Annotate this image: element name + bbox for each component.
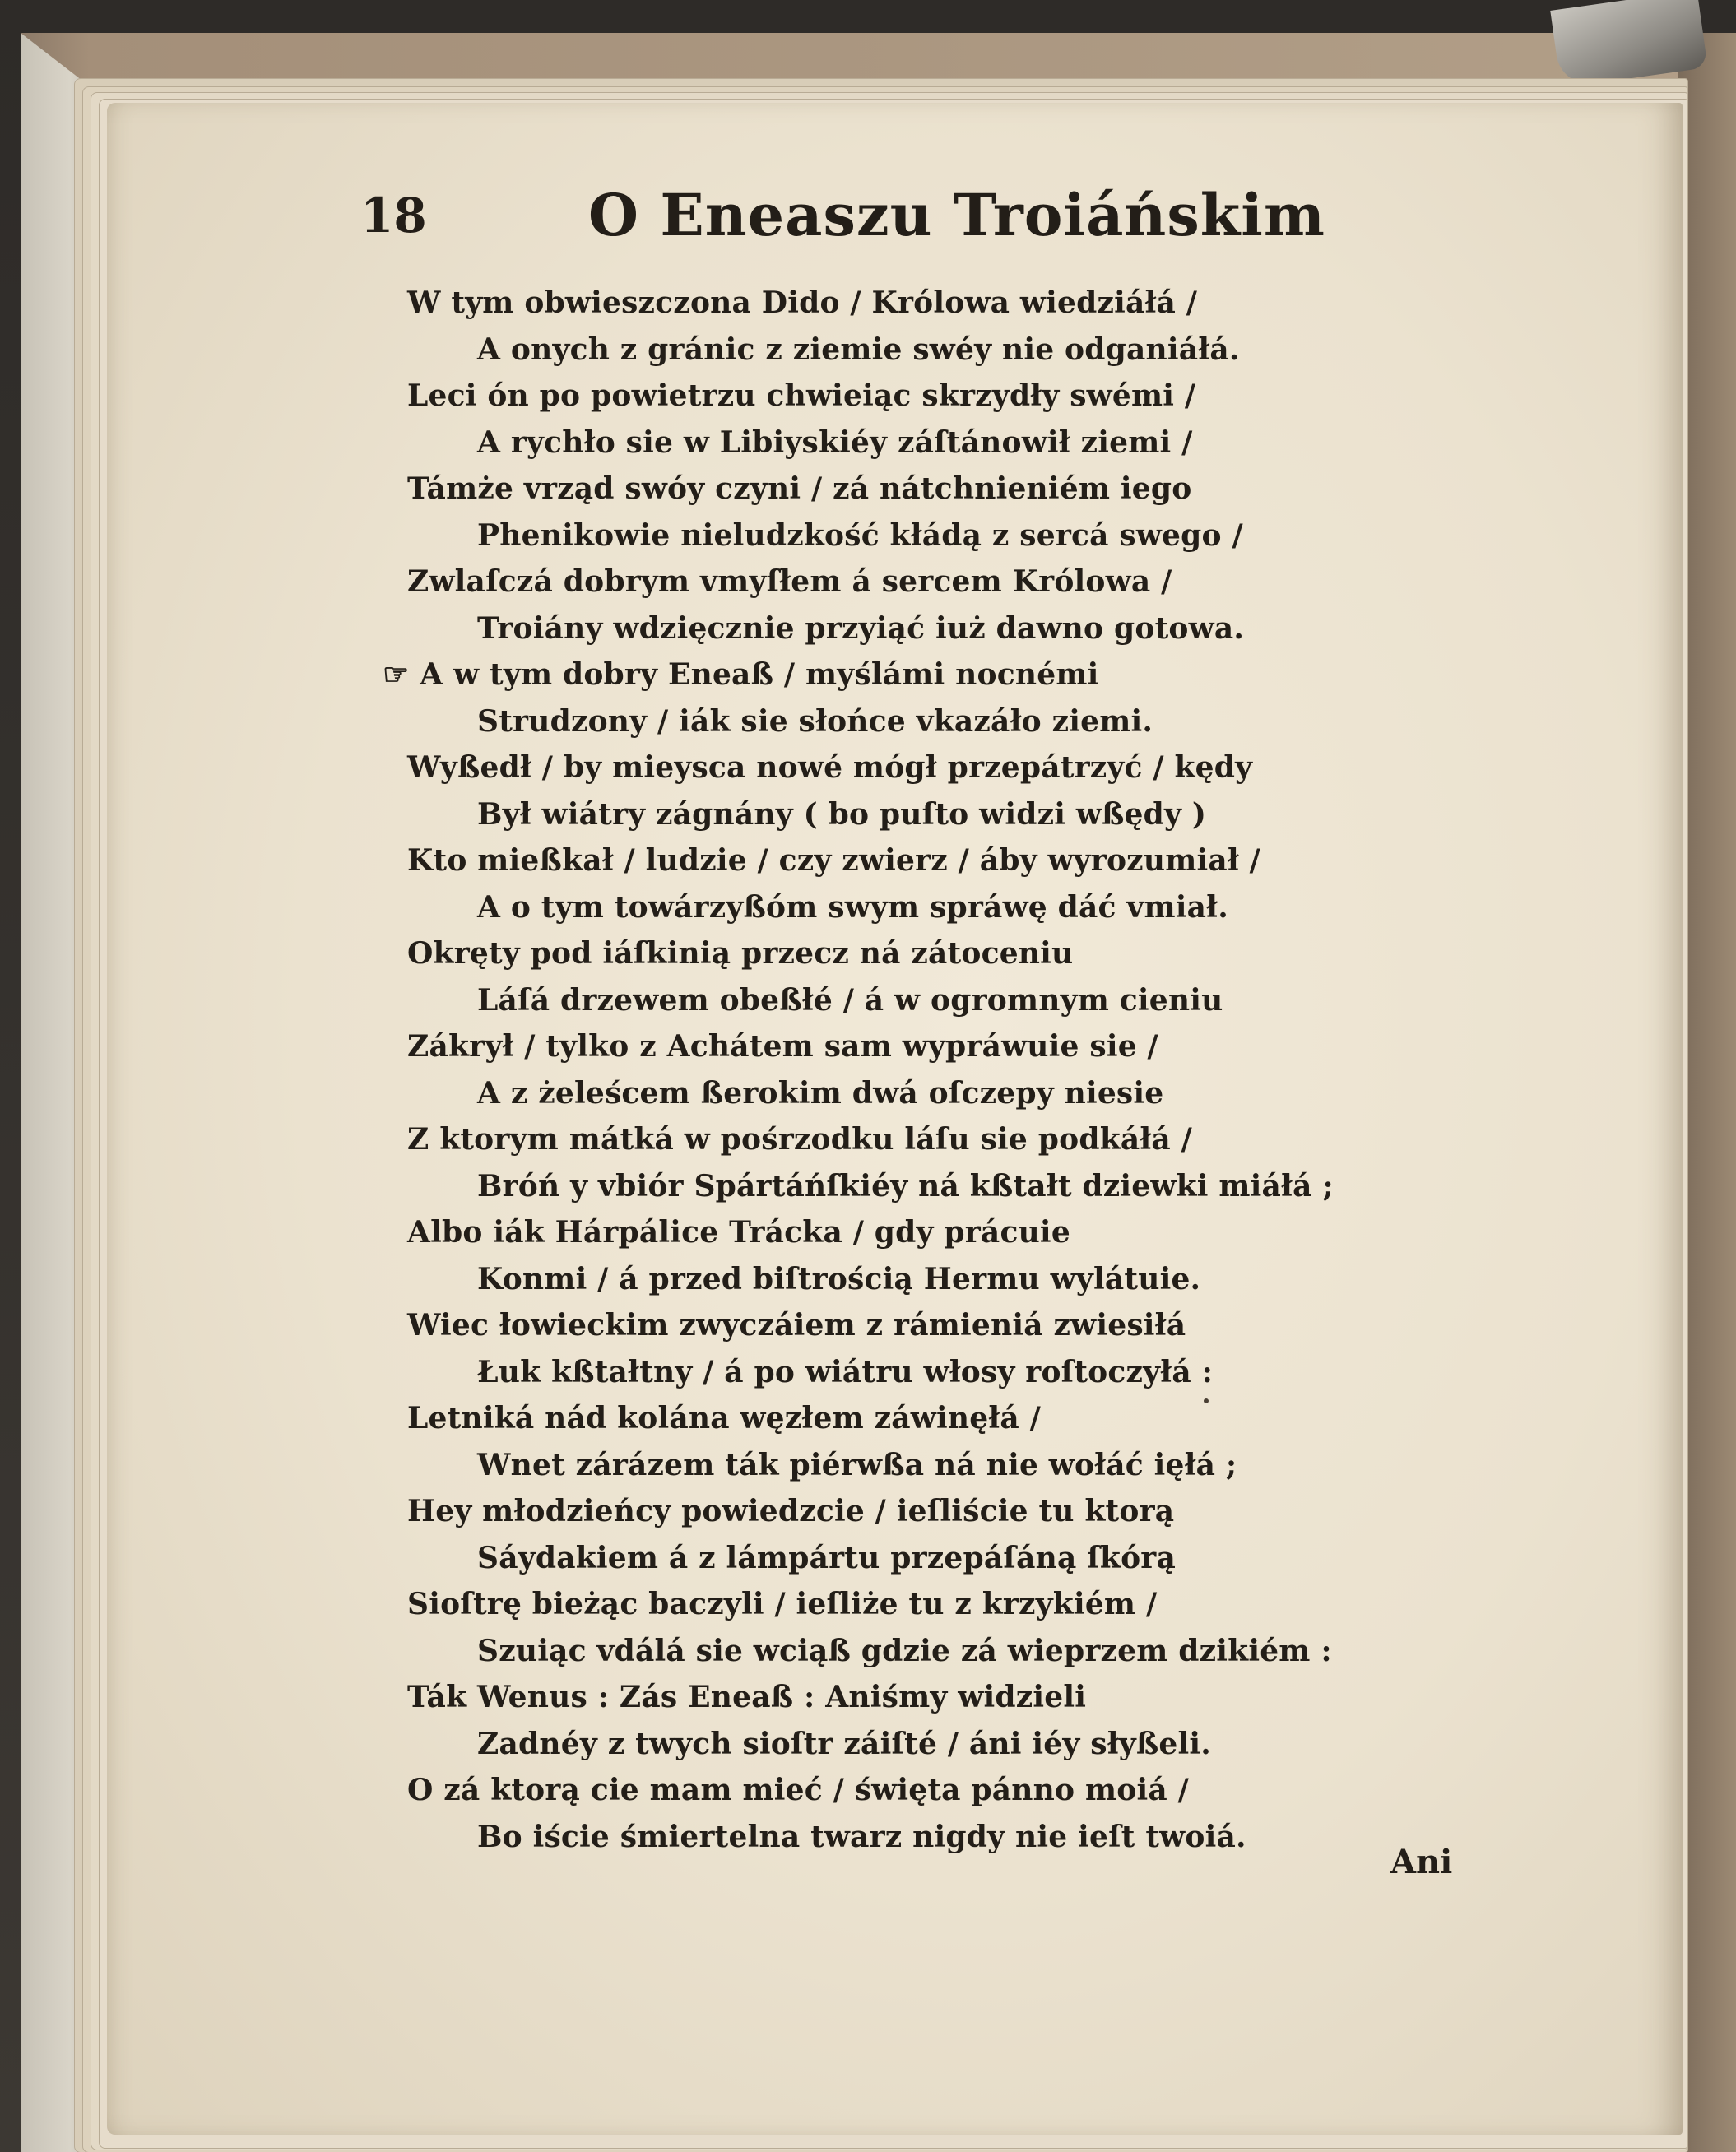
- verse-line: A rychło sie w Libiyskiéy záſtánowił ziemi /: [477, 424, 1193, 460]
- verse-line: Sioſtrę bieżąc baczyli / ieſliże tu z krzykiém /: [407, 1587, 1158, 1621]
- verse-line: A onych z gránic z ziemie swéy nie odganiáłá.: [477, 332, 1240, 367]
- verse-line: Był wiátry zágnány ( bo puſto widzi wßędy ): [477, 796, 1207, 832]
- verse-line: Kto mießkał / ludzie / czy zwierz / áby wyrozumiał /: [407, 843, 1261, 878]
- verse-line: Łuk kßtałtny / á po wiátru włosy roſtoczyłá :: [477, 1354, 1214, 1389]
- verse-line: Leci ón po powietrzu chwieiąc skrzydły swémi /: [407, 378, 1196, 413]
- verse-line: Támże vrząd swóy czyni / zá nátchnieniém iego: [407, 471, 1192, 506]
- verse-line: Okręty pod iáſkinią przecz ná zátoceniu: [407, 936, 1074, 971]
- verse-line: Bo iście śmiertelna twarz nigdy nie ieſt twoiá.: [477, 1819, 1246, 1854]
- verse-line: O zá ktorą cie mam mieć / święta pánno moiá /: [407, 1773, 1189, 1807]
- verse-line: Z ktorym mátká w pośrzodku láſu sie podkáłá /: [407, 1122, 1193, 1157]
- verse-line: Zwlaſczá dobrym vmyſłem á sercem Królowa /: [407, 564, 1172, 599]
- verse-line: ☞ A w tym dobry Eneaß / myślámi nocnémi: [383, 657, 1099, 692]
- verse-line: Strudzony / iák sie słońce vkazáło ziemi.: [477, 703, 1153, 739]
- verse-line: Ták Wenus : Zás Eneaß : Aniśmy widzieli: [407, 1680, 1087, 1714]
- verse-block: [383, 280, 1427, 1860]
- verse-line: Wnet zárázem ták piérwßa ná nie wołáć ięłá ;: [477, 1447, 1237, 1482]
- catchword: Ani: [1390, 1843, 1453, 1881]
- verse-line: W tym obwieszczona Dido / Królowa wiedziáłá /: [407, 285, 1198, 320]
- verse-line: A z żeleścem ßerokim dwá oſczepy niesie: [477, 1075, 1164, 1111]
- verse-line: Hey młodzieńcy powiedzcie / ieſliście tu ktorą: [407, 1494, 1175, 1528]
- running-title: O Eneaszu Troiáńskim: [588, 181, 1325, 249]
- verse-line: Troiány wdzięcznie przyiąć iuż dawno gotowa.: [477, 610, 1245, 646]
- ink-dot: [1204, 1398, 1209, 1403]
- verse-line: Wiec łowieckim zwyczáiem z rámieniá zwiesiłá: [407, 1308, 1186, 1343]
- verse-line: Sáydakiem á z lámpártu przepáſáną ſkórą: [477, 1540, 1176, 1575]
- page-number: 18: [360, 188, 427, 243]
- verse-line: Zákrył / tylko z Achátem sam wypráwuie sie /: [407, 1029, 1158, 1064]
- verse-line: A o tym towárzyßóm swym spráwę dáć vmiał.: [477, 889, 1228, 925]
- verse-line: Szuiąc vdálá sie wciąß gdzie zá wieprzem dzikiém :: [477, 1633, 1332, 1668]
- verse-line: Wyßedł / by mieysca nowé mógł przepátrzyć / kędy: [407, 750, 1253, 785]
- verse-line: Bróń y vbiór Spártáńſkiéy ná kßtałt dziewki miáłá ;: [477, 1168, 1334, 1204]
- verse-line: Láſá drzewem obeßłé / á w ogromnym cieniu: [477, 982, 1223, 1018]
- verse-line: Letniká nád kolána węzłem záwinęłá /: [407, 1401, 1041, 1435]
- verse-line: Zadnéy z twych sioſtr záiſté / áni iéy słyßeli.: [477, 1726, 1212, 1761]
- verse-line: Albo iák Hárpálice Trácka / gdy prácuie: [407, 1215, 1070, 1250]
- verse-line: Phenikowie nieludzkość kłádą z sercá swego /: [477, 517, 1243, 553]
- verse-line: Konmi / á przed biſtrością Hermu wylátuie.: [477, 1261, 1201, 1296]
